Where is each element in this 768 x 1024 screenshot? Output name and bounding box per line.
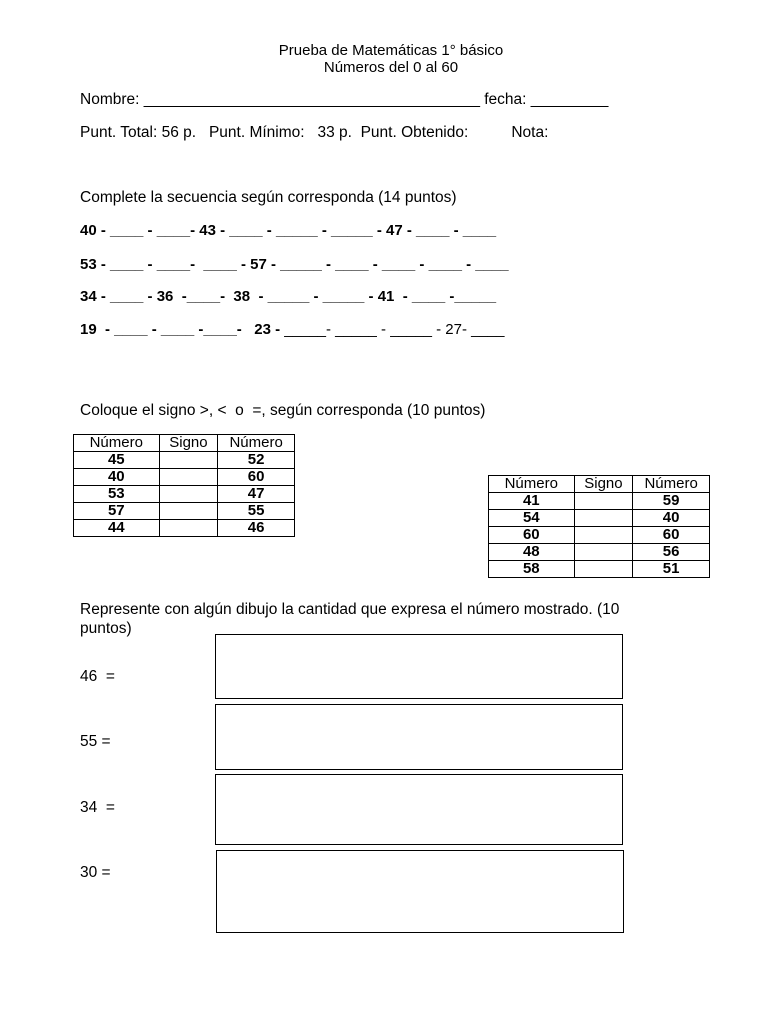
number-cell: 59 (633, 493, 710, 510)
compare-instruction: Coloque el signo >, < o =, según corresponda (10 puntos) (80, 402, 486, 419)
drawing-box[interactable] (215, 774, 623, 845)
column-header: Número (74, 435, 160, 452)
sign-cell[interactable] (159, 486, 218, 503)
column-header: Número (489, 476, 575, 493)
number-cell: 57 (74, 503, 160, 520)
column-header: Signo (159, 435, 218, 452)
drawing-item-label: 34 = (80, 799, 115, 816)
sequence-row[interactable]: 40 - ____ - ____- 43 - ____ - _____ - _____ - 47 - ____ - ____ (80, 222, 497, 239)
table-row (489, 493, 710, 510)
table-row (74, 469, 295, 486)
table-row (489, 561, 710, 578)
number-cell: 46 (218, 520, 295, 537)
page-subtitle: Números del 0 al 60 (323, 59, 459, 76)
drawing-item-label: 30 = (80, 864, 111, 881)
drawing-box[interactable] (215, 704, 623, 770)
number-cell: 60 (633, 527, 710, 544)
table-row (74, 452, 295, 469)
number-cell: 60 (218, 469, 295, 486)
number-cell: 60 (489, 527, 575, 544)
table-row (74, 486, 295, 503)
sign-cell[interactable] (574, 561, 633, 578)
drawing-item-label: 46 = (80, 668, 115, 685)
sign-cell[interactable] (574, 493, 633, 510)
nombre-fecha-line[interactable]: Nombre: _______________________________________ fecha: _________ (80, 91, 609, 108)
sequence-row[interactable]: 53 - ____ - ____- ____ - 57 - _____ - ____ - ____ - ____ - ____ (80, 256, 509, 273)
page-title: Prueba de Matemáticas 1° básico (278, 42, 504, 59)
sequence-row[interactable]: 34 - ____ - 36 -____- 38 - _____ - _____ - 41 - ____ -_____ (80, 288, 497, 305)
sequence-row-bold-part: 19 - ____ - ____ -____- 23 - (80, 321, 285, 338)
table-header-row (74, 435, 295, 452)
sequence-row[interactable] (80, 321, 504, 338)
sequence-instruction: Complete la secuencia según corresponda (14 puntos) (80, 189, 457, 206)
number-cell: 45 (74, 452, 160, 469)
puntajes-line: Punt. Total: 56 p. Punt. Mínimo: 33 p. Punt. Obtenido: Nota: (80, 124, 549, 141)
compare-table-right (488, 475, 710, 578)
drawing-box[interactable] (215, 634, 623, 699)
sign-cell[interactable] (574, 510, 633, 527)
number-cell: 55 (218, 503, 295, 520)
number-cell: 56 (633, 544, 710, 561)
number-cell: 40 (74, 469, 160, 486)
number-cell: 44 (74, 520, 160, 537)
table-row (489, 544, 710, 561)
column-header: Número (633, 476, 710, 493)
sequence-row-normal-part: _____- _____ - _____ - 27- ____ (284, 321, 505, 338)
sign-cell[interactable] (159, 520, 218, 537)
number-cell: 53 (74, 486, 160, 503)
drawing-box[interactable] (216, 850, 624, 933)
drawing-instruction-line2: puntos) (80, 620, 132, 637)
number-cell: 51 (633, 561, 710, 578)
table-row (74, 520, 295, 537)
column-header: Número (218, 435, 295, 452)
table-row (489, 527, 710, 544)
drawing-instruction-line1: Represente con algún dibujo la cantidad que expresa el número mostrado. (10 (80, 601, 620, 618)
number-cell: 41 (489, 493, 575, 510)
number-cell: 54 (489, 510, 575, 527)
sign-cell[interactable] (159, 452, 218, 469)
number-cell: 47 (218, 486, 295, 503)
number-cell: 48 (489, 544, 575, 561)
number-cell: 40 (633, 510, 710, 527)
sign-cell[interactable] (574, 527, 633, 544)
sign-cell[interactable] (574, 544, 633, 561)
compare-table-left (73, 434, 295, 537)
number-cell: 52 (218, 452, 295, 469)
table-row (74, 503, 295, 520)
column-header: Signo (574, 476, 633, 493)
number-cell: 58 (489, 561, 575, 578)
sign-cell[interactable] (159, 469, 218, 486)
sign-cell[interactable] (159, 503, 218, 520)
table-header-row (489, 476, 710, 493)
table-row (489, 510, 710, 527)
drawing-item-label: 55 = (80, 733, 111, 750)
